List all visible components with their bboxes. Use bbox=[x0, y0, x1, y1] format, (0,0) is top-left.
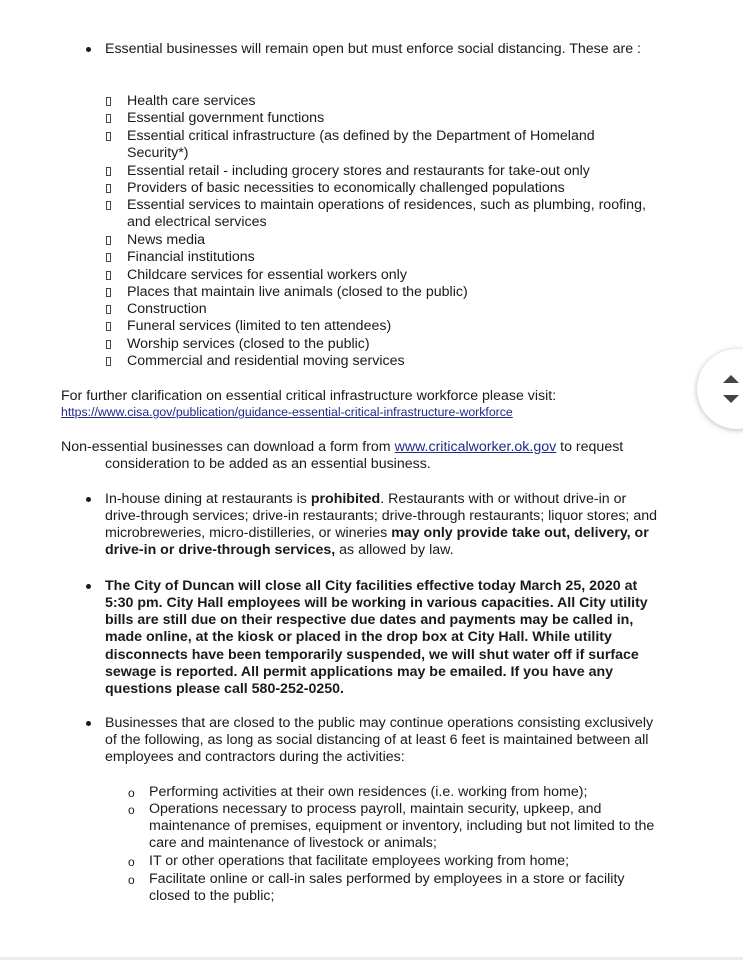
bullet-icon bbox=[86, 497, 91, 502]
list-item: Essential services to maintain operations of residences, such as plumbing, roofing, bbox=[127, 197, 646, 213]
square-bullet-icon bbox=[106, 305, 111, 314]
city-notice-line: questions please call 580-252-0250. bbox=[105, 681, 344, 697]
city-notice-line: made online, at the kiosk or placed in the drop box at City Hall. While utility bbox=[105, 629, 612, 645]
closed-businesses-line: Businesses that are closed to the public may continue operations consisting exclusively bbox=[105, 715, 654, 731]
list-item-continuation: and electrical services bbox=[127, 214, 267, 230]
sub-list-item-continuation: closed to the public; bbox=[149, 888, 275, 904]
list-item: Worship services (closed to the public) bbox=[127, 336, 370, 352]
closed-businesses-line: of the following, as long as social distancing of at least 6 feet is maintained between all bbox=[105, 732, 649, 748]
dining-text: as allowed by law. bbox=[335, 542, 454, 558]
sub-list-item: IT or other operations that facilitate employees working from home; bbox=[149, 853, 570, 869]
arrow-down-icon[interactable] bbox=[723, 395, 739, 403]
dining-emphasis: drive-in or drive-through services, bbox=[105, 542, 336, 558]
sub-list-item: Performing activities at their own residences (i.e. working from home); bbox=[149, 784, 588, 800]
circle-bullet-icon: o bbox=[128, 803, 135, 817]
square-bullet-icon bbox=[106, 132, 111, 141]
square-bullet-icon bbox=[106, 271, 111, 280]
city-notice-line: sewage is reported. All permit applications may be emailed. If you have any bbox=[105, 664, 614, 680]
dining-emphasis: may only provide take out, delivery, or bbox=[391, 525, 649, 541]
bullet-icon bbox=[86, 721, 91, 726]
square-bullet-icon bbox=[106, 184, 111, 193]
list-item: Essential critical infrastructure (as defined by the Department of Homeland bbox=[127, 128, 595, 144]
list-item: Commercial and residential moving services bbox=[127, 353, 405, 369]
list-item: News media bbox=[127, 232, 206, 248]
list-item: Essential government functions bbox=[127, 110, 325, 126]
circle-bullet-icon: o bbox=[128, 855, 135, 869]
nonessential-line2: consideration to be added as an essential business. bbox=[105, 456, 431, 472]
essential-intro: Essential businesses will remain open but must enforce social distancing. These are : bbox=[105, 41, 641, 57]
dining-text: . Restaurants with or without drive-in or bbox=[380, 491, 627, 507]
square-bullet-icon bbox=[106, 114, 111, 123]
circle-bullet-icon: o bbox=[128, 873, 135, 887]
list-item: Health care services bbox=[127, 93, 256, 109]
list-item: Construction bbox=[127, 301, 207, 317]
square-bullet-icon bbox=[106, 253, 111, 262]
dining-line-2: drive-through services; drive-in restaurants; drive-through restaurants; liquor stores; and bbox=[105, 508, 657, 524]
cisa-link[interactable]: https://www.cisa.gov/publication/guidance-essential-critical-infrastructure-workforce bbox=[61, 405, 513, 419]
dining-line-4 bbox=[105, 542, 454, 559]
square-bullet-icon bbox=[106, 322, 111, 331]
circle-bullet-icon: o bbox=[128, 786, 135, 800]
clarification-text: For further clarification on essential critical infrastructure workforce please visit: bbox=[61, 388, 557, 404]
sub-list-item-continuation: maintenance of premises, equipment or inventory, including but not limited to the bbox=[149, 818, 655, 834]
bullet-icon bbox=[86, 584, 91, 589]
nonessential-text: Non-essential businesses can download a form from bbox=[61, 439, 395, 455]
sub-list-item: Facilitate online or call-in sales performed by employees in a store or facility bbox=[149, 871, 625, 887]
nonessential-text-end: to request bbox=[556, 439, 624, 455]
dining-line-1 bbox=[105, 491, 626, 508]
dining-prohibited: prohibited bbox=[310, 491, 381, 507]
dining-text: In-house dining at restaurants is bbox=[105, 491, 311, 507]
square-bullet-icon bbox=[106, 167, 111, 176]
sub-list-item-continuation: care and maintenance of livestock or animals; bbox=[149, 835, 437, 851]
city-notice-line: The City of Duncan will close all City facilities effective today March 25, 2020 at bbox=[105, 578, 638, 594]
square-bullet-icon bbox=[106, 201, 111, 210]
square-bullet-icon bbox=[106, 236, 111, 245]
dining-line-3 bbox=[105, 525, 649, 542]
list-item: Providers of basic necessities to economically challenged populations bbox=[127, 180, 565, 196]
square-bullet-icon bbox=[106, 357, 111, 366]
closed-businesses-line: employees and contractors during the activities: bbox=[105, 749, 405, 765]
square-bullet-icon bbox=[106, 340, 111, 349]
city-notice-line: 5:30 pm. City Hall employees will be working in various capacities. All City utility bbox=[105, 595, 648, 611]
arrow-up-icon[interactable] bbox=[723, 375, 739, 383]
city-notice-line: disconnects have been temporarily suspended, we will shut water off if surface bbox=[105, 647, 639, 663]
list-item: Childcare services for essential workers only bbox=[127, 267, 407, 283]
dining-text: microbreweries, micro-distilleries, or wineries bbox=[105, 525, 392, 541]
page-nav-widget[interactable] bbox=[697, 349, 743, 429]
city-notice-line: bills are still due on their respective due dates and payments may be called in, bbox=[105, 612, 634, 628]
bullet-icon bbox=[86, 47, 91, 52]
list-item: Financial institutions bbox=[127, 249, 255, 265]
list-item: Places that maintain live animals (closed to the public) bbox=[127, 284, 468, 300]
nonessential-paragraph bbox=[61, 439, 623, 456]
list-item-continuation: Security*) bbox=[127, 145, 189, 161]
list-item: Essential retail - including grocery stores and restaurants for take-out only bbox=[127, 163, 590, 179]
list-item: Funeral services (limited to ten attendees) bbox=[127, 318, 392, 334]
criticalworker-link[interactable]: www.criticalworker.ok.gov bbox=[394, 439, 557, 455]
square-bullet-icon bbox=[106, 288, 111, 297]
sub-list-item: Operations necessary to process payroll, maintain security, upkeep, and bbox=[149, 801, 602, 817]
square-bullet-icon bbox=[106, 97, 111, 106]
